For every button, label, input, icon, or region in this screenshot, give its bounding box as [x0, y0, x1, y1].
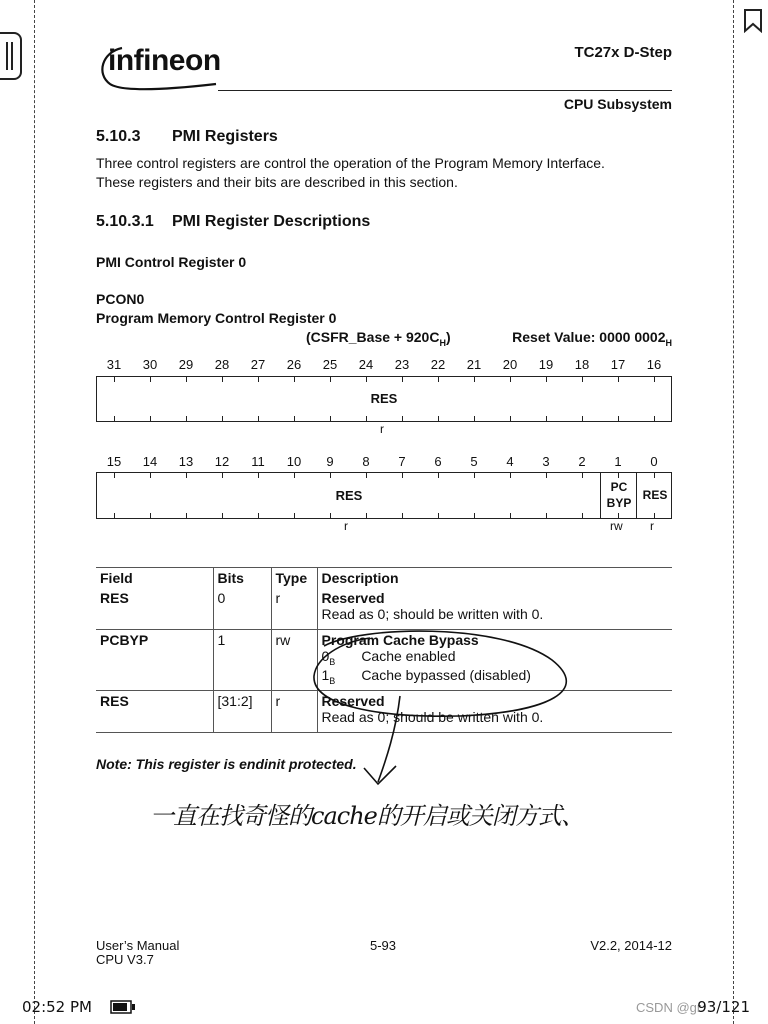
cell-field: RES	[96, 588, 213, 630]
bit-number: 21	[466, 357, 482, 372]
handwritten-circle-annotation	[300, 620, 590, 800]
bit-tick-bottom	[114, 513, 115, 519]
section-title: PMI Registers	[172, 128, 278, 145]
pcbyp-type: rw	[610, 519, 623, 533]
bit-tick-top	[294, 472, 295, 478]
header-rule	[218, 90, 672, 91]
register-full-name: Program Memory Control Register 0	[96, 310, 337, 326]
bit-tick-bottom	[546, 513, 547, 519]
bit-number: 6	[434, 454, 442, 469]
bit-number: 29	[178, 357, 194, 372]
cell-description: Reserved Read as 0; should be written with 0.	[317, 588, 672, 630]
bit-tick-bottom	[222, 513, 223, 519]
bit-tick-top	[546, 472, 547, 478]
bit-number: 22	[430, 357, 446, 372]
bit-tick-bottom	[510, 513, 511, 519]
cell-type: r	[271, 691, 317, 733]
register-group-title: PMI Control Register 0	[96, 254, 247, 270]
bit-tick-top	[654, 472, 655, 478]
col-header-bits: Bits	[213, 568, 271, 588]
bit-number: 19	[538, 357, 554, 372]
bit-tick-top	[438, 472, 439, 478]
bit-tick-bottom	[258, 513, 259, 519]
register-address: (CSFR_Base + $920C_H$)	[306, 329, 451, 348]
bit-number: 27	[250, 357, 266, 372]
bit-number: 10	[286, 454, 302, 469]
note-text: Note: This register is endinit protected.	[96, 756, 357, 772]
bit-tick-top	[330, 472, 331, 478]
bit-number: 4	[506, 454, 514, 469]
bit-tick-bottom	[186, 513, 187, 519]
bit-number: 28	[214, 357, 230, 372]
bit-tick-bottom	[654, 513, 655, 519]
bit-tick-top	[654, 376, 655, 382]
bit-tick-top	[258, 376, 259, 382]
bit-tick-bottom	[366, 513, 367, 519]
cell-field: PCBYP	[96, 630, 213, 691]
cell-description: Program Cache Bypass $0_B$ Cache enabled $1_B$ Cache bypassed (disabled)	[317, 630, 672, 691]
bit-tick-bottom	[402, 416, 403, 422]
cell-bits: [31:2]	[213, 691, 271, 733]
bit-tick-top	[474, 472, 475, 478]
bit-number: 24	[358, 357, 374, 372]
bit-tick-top	[114, 376, 115, 382]
bit-number: 17	[610, 357, 626, 372]
bit-tick-bottom	[654, 416, 655, 422]
bit-tick-top	[546, 376, 547, 382]
bit-tick-top	[114, 472, 115, 478]
col-header-type: Type	[271, 568, 317, 588]
bit-number: 25	[322, 357, 338, 372]
bit-number: 2	[578, 454, 586, 469]
footer-date: V2.2, 2014-12	[590, 938, 672, 953]
bit-tick-top	[438, 376, 439, 382]
section-intro-line2: These registers and their bits are described in this section.	[96, 174, 458, 190]
bit-number: 20	[502, 357, 518, 372]
bit-tick-bottom	[546, 416, 547, 422]
page-counter[interactable]: 93/121	[697, 998, 750, 1016]
bit-tick-top	[294, 376, 295, 382]
bookmark-icon[interactable]	[743, 9, 763, 33]
bit-number: 8	[362, 454, 370, 469]
bit-tick-bottom	[294, 416, 295, 422]
bit-number: 13	[178, 454, 194, 469]
bit-tick-top	[402, 376, 403, 382]
bit-tick-top	[330, 376, 331, 382]
bit-tick-bottom	[582, 513, 583, 519]
reader-side-handle[interactable]	[0, 32, 22, 80]
bit-tick-top	[150, 472, 151, 478]
pcbyp-field: PC BYP	[606, 480, 632, 510]
bit-tick-top	[618, 376, 619, 382]
upper-res-type: r	[380, 422, 384, 436]
register-upper-half	[96, 376, 672, 422]
bit-tick-top	[186, 376, 187, 382]
bit0-res-field: RES	[642, 488, 668, 502]
footer-version: CPU V3.7	[96, 952, 154, 967]
bit-tick-bottom	[258, 416, 259, 422]
upper-res-field: RES	[370, 391, 398, 406]
right-margin-guide	[733, 0, 734, 1024]
bit-tick-top	[366, 472, 367, 478]
col-header-field: Field	[96, 568, 213, 588]
bit-tick-bottom	[186, 416, 187, 422]
section-number: 5.10.3	[96, 128, 141, 145]
bit-tick-top	[474, 376, 475, 382]
bit-tick-bottom	[510, 416, 511, 422]
cell-bits: 1	[213, 630, 271, 691]
bit-number: 11	[251, 454, 265, 469]
footer-page: 5-93	[370, 938, 397, 953]
bit-number: 7	[398, 454, 406, 469]
subsection-title: PMI Register Descriptions	[172, 213, 371, 230]
bit0-type: r	[650, 519, 654, 533]
bit-tick-top	[222, 376, 223, 382]
bit-tick-top	[186, 472, 187, 478]
bit-tick-top	[582, 472, 583, 478]
register-name: PCON0	[96, 291, 145, 307]
bit-number: 31	[106, 357, 122, 372]
bit-tick-bottom	[294, 513, 295, 519]
bit-tick-top	[402, 472, 403, 478]
bit-number: 1	[614, 454, 622, 469]
bit-number: 15	[106, 454, 122, 469]
status-time: 02:52 PM	[22, 998, 92, 1016]
bit-number: 0	[650, 454, 658, 469]
subsection-number: 5.10.3.1	[96, 213, 154, 230]
bit-tick-top	[366, 376, 367, 382]
bit-tick-bottom	[474, 416, 475, 422]
footer-manual: User’s Manual	[96, 938, 180, 953]
bit-tick-top	[510, 376, 511, 382]
bit-number: 5	[470, 454, 478, 469]
bit-number: 14	[142, 454, 158, 469]
bit-number: 9	[326, 454, 334, 469]
bit-number: 23	[394, 357, 410, 372]
bit-tick-bottom	[618, 416, 619, 422]
subsystem-title: CPU Subsystem	[563, 96, 672, 112]
col-header-description: Description	[321, 570, 399, 586]
watermark-text: CSDN @gr	[636, 1000, 702, 1015]
bit-tick-top	[582, 376, 583, 382]
bit-tick-bottom	[402, 513, 403, 519]
bit-tick-top	[258, 472, 259, 478]
left-margin-guide	[34, 0, 35, 1024]
bit-tick-bottom	[330, 513, 331, 519]
bit-number: 26	[286, 357, 302, 372]
bit-tick-top	[510, 472, 511, 478]
battery-icon	[110, 1000, 136, 1014]
cell-field: RES	[96, 691, 213, 733]
bit-tick-bottom	[474, 513, 475, 519]
bit-tick-bottom	[330, 416, 331, 422]
table-header-row	[96, 568, 672, 588]
bit-tick-bottom	[114, 416, 115, 422]
doc-title: TC27x D-Step	[574, 44, 672, 61]
bit-tick-top	[222, 472, 223, 478]
lower-res-type: r	[344, 519, 348, 533]
cell-type: rw	[271, 630, 317, 691]
register-lower-half	[96, 472, 672, 519]
cell-type: r	[271, 588, 317, 630]
bit-tick-top	[150, 376, 151, 382]
logo-text: infineon	[108, 44, 221, 77]
bit-number: 18	[574, 357, 590, 372]
bit-tick-bottom	[582, 416, 583, 422]
register-reset-value: Reset Value: 0000 $0002_H$	[512, 329, 672, 348]
handwritten-note: 一直在找奇怪的cache的开启或关闭方式、	[150, 802, 584, 830]
bit-number: 30	[142, 357, 158, 372]
bit-tick-bottom	[150, 513, 151, 519]
bit-tick-bottom	[150, 416, 151, 422]
bit-tick-bottom	[438, 513, 439, 519]
cell-bits: 0	[213, 588, 271, 630]
bit-number: 16	[646, 357, 662, 372]
section-intro-line1: Three control registers are control the operation of the Program Memory Interface.	[96, 155, 605, 171]
bit-tick-bottom	[222, 416, 223, 422]
lower-res-field: RES	[335, 488, 363, 503]
infineon-logo	[94, 36, 224, 94]
bit-tick-bottom	[366, 416, 367, 422]
bit-tick-bottom	[438, 416, 439, 422]
cell-description: Reserved Read as 0; should be written with 0.	[317, 691, 672, 733]
bit-number: 3	[542, 454, 550, 469]
bit-number: 12	[214, 454, 230, 469]
bit-tick-top	[618, 472, 619, 478]
